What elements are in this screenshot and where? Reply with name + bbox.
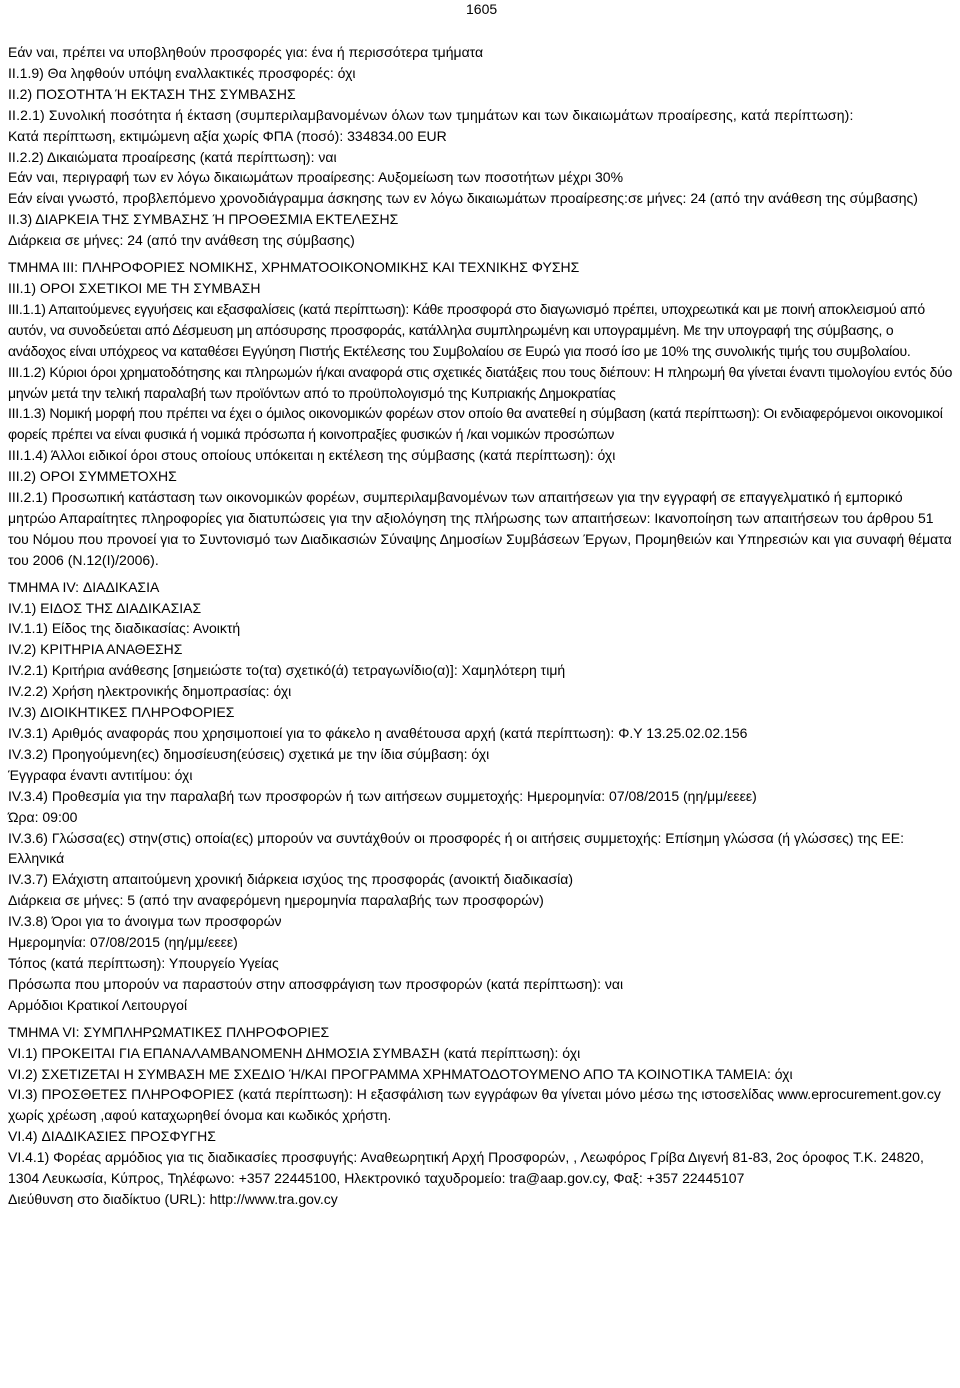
document-body (8, 42, 954, 1210)
other-conditions: ΙΙΙ.1.4) Άλλοι ειδικοί όροι στους οποίους υπόκειται η εκτέλεση της σύμβασης (κατά περίπτωση): όχι (8, 447, 616, 464)
total-quantity: ΙΙ.2.1) Συνολική ποσότητα ή έκταση (συμπεριλαμβανομένων όλων των τμημάτων και των δικαιωμάτων προαίρεσης, κατά περίπτωση): (8, 106, 854, 123)
eu-funds: VI.2) ΣΧΕΤΙΖΕΤΑΙ Η ΣΥΜΒΑΣΗ ΜΕ ΣΧΕΔΙΟ Ή/ΚΑΙ ΠΡΟΓΡΑΜΜΑ ΧΡΗΜΑΤΟΔΟΤΟΥΜΕΝΟ ΑΠΟ ΤΑ ΚΟΙΝΟΤΙΚΑ ΤΑΜΕΙΑ: όχι (8, 1065, 793, 1082)
electronic-auction: IV.2.2) Χρήση ηλεκτρονικής δημοπρασίας: όχι (8, 683, 292, 700)
section-iv-title: ΤΜΗΜΑ IV: ΔΙΑΔΙΚΑΣΙΑ (8, 578, 160, 595)
documents-payable: Έγγραφα έναντι αντιτίμου: όχι (8, 766, 193, 783)
receipt-time: Ώρα: 09:00 (8, 808, 78, 825)
previous-publication: IV.3.2) Προηγούμενη(ες) δημοσίευση(εύσεις) σχετικά με την ίδια σύμβαση: όχι (8, 745, 490, 762)
lots-submission: Εάν ναι, πρέπει να υποβληθούν προσφορές για: ένα ή περισσότερα τμήματα (8, 44, 484, 60)
opening-place: Τόπος (κατά περίπτωση): Υπουργείο Υγείας (8, 954, 279, 971)
financing-payment: ΙΙΙ.1.2) Κύριοι όροι χρηματοδότησης και πληρωμών ή/και αναφορά στις σχετικές διατάξεις που τους διέπουν: Η πληρωμή θα γίνεται έναντι τιμολογίου εντός δύο μηνών μετά την τελική παραλαβή των προϊόντων από το προϋπολογισμό της Κυπριακής Δημοκρατίας (8, 363, 953, 401)
heading-duration: ΙΙ.3) ΔΙΑΡΚΕΙΑ ΤΗΣ ΣΥΜΒΑΣΗΣ Ή ΠΡΟΘΕΣΜΙΑ ΕΚΤΕΛΕΣΗΣ (8, 211, 399, 228)
duration-months: Διάρκεια σε μήνες: 24 (από την ανάθεση της σύμβασης) (8, 232, 355, 249)
legal-form: ΙΙΙ.1.3) Νομική μορφή που πρέπει να έχει ο όμιλος οικονομικών φορέων στον οποίο θα ανατεθεί η σύμβαση (κατά περίπτωση): Οι ενδιαφερόμενοι οικονομικοί φορείς πρέπει να είναι φυσικά ή νομικά πρόσωπα ή κοινοπραξίες φυσικών ή /και νομικών προσώπων (8, 405, 943, 443)
heading-quantity-scope: ΙΙ.2) ΠΟΣΟΤΗΤΑ Ή ΕΚΤΑΣΗ ΤΗΣ ΣΥΜΒΑΣΗΣ (8, 85, 296, 102)
file-reference: IV.3.1) Αριθμός αναφοράς που χρησιμοποιεί για το φάκελο η αναθέτουσα αρχή (κατά περίπτωση): Φ.Υ 13.25.02.02.156 (8, 725, 748, 741)
award-criteria: IV.2.1) Κριτήρια ανάθεσης [σημειώστε το(τα) σχετικό(ά) τετραγωνίδιο(α)]: Χαμηλότερη τιμή (8, 662, 566, 679)
persons-present: Πρόσωπα που μπορούν να παραστούν στην αποσφράγιση των προσφορών (κατά περίπτωση): ναι (8, 975, 624, 992)
section-iii-title: ΤΜΗΜΑ ΙΙΙ: ΠΛΗΡΟΦΟΡΙΕΣ ΝΟΜΙΚΗΣ, ΧΡΗΜΑΤΟΟΙΚΟΝΟΜΙΚΗΣ ΚΑΙ ΤΕΧΝΙΚΗΣ ΦΥΣΗΣ (8, 259, 580, 276)
additional-info: VI.3) ΠΡΟΣΘΕΤΕΣ ΠΛΗΡΟΦΟΡΙΕΣ (κατά περίπτωση): Η εξασφάλιση των εγγράφων θα γίνεται μόνο μέσω της ιστοσελίδας www.eprocurement.gov.cy χωρίς χρέωση ,αφού καταχωρηθεί όνομα και κωδικός χρήστη. (8, 1086, 941, 1124)
review-body: VI.4.1) Φορέας αρμόδιος για τις διαδικασίες προσφυγής: Αναθεωρητική Αρχή Προσφορών, , Λεωφόρος Γρίβα Διγενή 81-83, 2ος όροφος Τ.Κ. 24820, 1304 Λευκωσία, Κύπρος, Τηλέφωνο: +357 22445100, Ηλεκτρονικό ταχυδρομείο: tra@aap.gov.cy, Φαξ: +357 22445107 (8, 1149, 924, 1187)
options-description: Εάν ναι, περιγραφή των εν λόγω δικαιωμάτων προαίρεσης: Αυξομείωση των ποσοτήτων μέχρι 30% (8, 169, 624, 186)
language: IV.3.6) Γλώσσα(ες) στην(στις) οποία(ες) μπορούν να συντάχθούν οι προσφορές ή οι αιτήσεις συμμετοχής: Επίσημη γλώσσα (ή γλώσσες) της ΕΕ: (8, 829, 904, 846)
opening-date: Ημερομηνία: 07/08/2015 (ηη/μμ/εεεε) (8, 934, 238, 951)
heading-contract-conditions: ΙΙΙ.1) ΟΡΟΙ ΣΧΕΤΙΚΟΙ ΜΕ ΤΗ ΣΥΜΒΑΣΗ (8, 279, 261, 296)
minimum-period: IV.3.7) Ελάχιστη απαιτούμενη χρονική διάρκεια ισχύος της προσφοράς (ανοικτή διαδικασία) (8, 871, 573, 888)
responsible-officers: Αρμόδιοι Κρατικοί Λειτουργοί (8, 996, 188, 1013)
variants-accepted: ΙΙ.1.9) Θα ληφθούν υπόψη εναλλακτικές προσφορές: όχι (8, 64, 356, 81)
deposits-guarantees: ΙΙΙ.1.1) Απαιτούμενες εγγυήσεις και εξασφαλίσεις (κατά περίπτωση): Κάθε προσφορά στο διαγωνισμό πρέπει, υποχρεωτικά και με ποινή αποκλεισμού από αυτόν, να συνοδεύεται από Δέσμευση μη απόσυρσης προσφοράς, κατάλληλα συμπληρωμένη και υπογραμμένη. Με την υπογραφή της σύμβασης, ο ανάδοχος είναι υπόχρεος να καταθέσει Εγγύηση Πιστής Εκτέλεσης του Συμβολαίου σε Ευρώ για ποσό ίσο με 10% της συνολικής τιμής του συμβολαίου. (8, 300, 925, 359)
recurrent-procurement: VI.1) ΠΡΟΚΕΙΤΑΙ ΓΙΑ ΕΠΑΝΑΛΑΜΒΑΝΟΜΕΝΗ ΔΗΜΟΣΙΑ ΣΥΜΒΑΣΗ (κατά περίπτωση): όχι (8, 1044, 581, 1061)
page-number: 1605 (466, 1, 498, 17)
heading-participation: ΙΙΙ.2) ΟΡΟΙ ΣΥΜΜΕΤΟΧΗΣ (8, 468, 177, 485)
language-value: Ελληνικά (8, 850, 65, 867)
options: ΙΙ.2.2) Δικαιώματα προαίρεσης (κατά περίπτωση): ναι (8, 148, 337, 165)
opening-conditions: IV.3.8) Όροι για το άνοιγμα των προσφορών (8, 913, 282, 930)
section-vi-title: ΤΜΗΜΑ VI: ΣΥΜΠΛΗΡΩΜΑΤΙΚΕΣ ΠΛΗΡΟΦΟΡΙΕΣ (8, 1023, 330, 1040)
procedure-type: IV.1.1) Είδος της διαδικασίας: Ανοικτή (8, 620, 241, 637)
personal-situation: ΙΙΙ.2.1) Προσωπική κατάσταση των οικονομικών φορέων, συμπεριλαμβανομένων των απαιτήσεων για την εγγραφή σε επαγγελματικό ή εμπορικό μητρώο Απαραίτητες πληροφορίες για διατυπώσεις για την αξιολόγηση της πλήρωσης των απαιτήσεων: Ικανοποίηση των απαιτήσεων του άρθρου 51 του Νόμου που προνοεί για το Συντονισμό των Διαδικασιών Σύναψης Δημοσίων Συμβάσεων Έργων, Προμηθειών και Υπηρεσιών και για συναφή θέματα του 2006 (Ν.12(Ι)/2006). (8, 489, 952, 568)
heading-award-criteria: IV.2) ΚΡΙΤΗΡΙΑ ΑΝΑΘΕΣΗΣ (8, 641, 183, 658)
heading-review: VI.4) ΔΙΑΔΙΚΑΣΙΕΣ ΠΡΟΣΦΥΓΗΣ (8, 1128, 216, 1145)
heading-admin-info: IV.3) ΔΙΟΙΚΗΤΙΚΕΣ ΠΛΗΡΟΦΟΡΙΕΣ (8, 704, 235, 721)
receipt-deadline: IV.3.4) Προθεσμία για την παραλαβή των προσφορών ή των αιτήσεων συμμετοχής: Ημερομηνία: 07/08/2015 (ηη/μμ/εεεε) (8, 787, 757, 804)
heading-procedure-type: IV.1) ΕΙΔΟΣ ΤΗΣ ΔΙΑΔΙΚΑΣΙΑΣ (8, 599, 202, 616)
review-url: Διεύθυνση στο διαδίκτυο (URL): http://www.tra.gov.cy (8, 1190, 338, 1207)
options-timetable: Εάν είναι γνωστό, προβλεπόμενο χρονοδιάγραμμα άσκησης των εν λόγω δικαιωμάτων προαίρεσης:σε μήνες: 24 (από την ανάθεση της σύμβασης) (8, 190, 918, 207)
estimated-value: Κατά περίπτωση, εκτιμώμενη αξία χωρίς ΦΠΑ (ποσό): 334834.00 EUR (8, 127, 447, 144)
minimum-period-months: Διάρκεια σε μήνες: 5 (από την αναφερόμενη ημερομηνία παραλαβής των προσφορών) (8, 892, 544, 909)
